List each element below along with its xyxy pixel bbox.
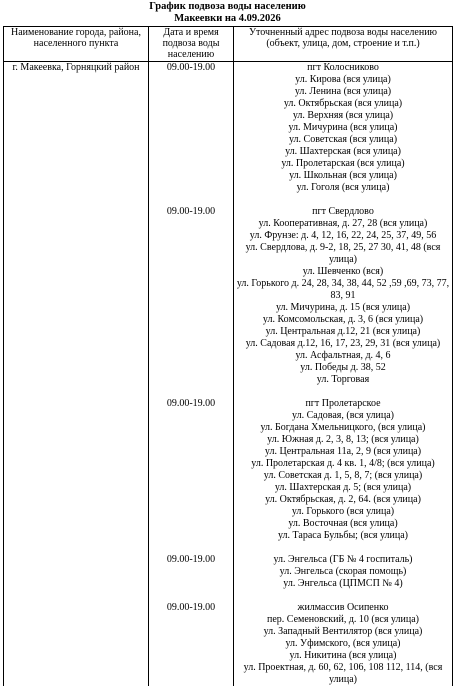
title-line-2: Макеевки на 4.09.2026	[174, 13, 281, 24]
address-line: ул. Свердлова, д. 9-2, 18, 25, 27 30, 41, 48 (вся улица)	[245, 242, 441, 265]
time-block	[151, 602, 231, 686]
locality-name: г. Макеевка, Горняцкий район	[12, 62, 140, 73]
delivery-time: 09.00-19.00	[166, 554, 216, 565]
address-line: ул. Центральная 11а, 2, 9 (вся улица)	[264, 446, 422, 457]
address-line: пгт Колосниково	[307, 62, 379, 73]
address-line: ул. Садовая, (вся улица)	[292, 410, 394, 421]
delivery-time: 09.00-19.00	[166, 62, 216, 73]
address-line: ул. Фрунзе: д. 4, 12, 16, 22, 24, 25, 37, 49, 56	[249, 230, 437, 241]
delivery-time: 09.00-19.00	[166, 602, 216, 613]
block-spacer	[236, 542, 450, 554]
address-line: ул. Октябрьская (вся улица)	[283, 98, 403, 109]
address-line: ул. Пролетарская д. 4 кв. 1, 4/8; (вся улица)	[251, 458, 435, 469]
header-datetime: Дата и время подвоза воды населению	[149, 27, 234, 62]
locality-cell	[4, 62, 149, 687]
address-line: ул. Советская (вся улица)	[288, 134, 398, 145]
address-column-cell	[234, 62, 453, 687]
title-line-1: График подвоза воды населению	[149, 1, 306, 12]
address-line: ул. Садовая д.12, 16, 17, 23, 29, 31 (вся улица)	[245, 338, 441, 349]
address-line: ул. Ленина (вся улица)	[294, 86, 392, 97]
address-line: ул. Кирова (вся улица)	[295, 74, 391, 85]
header-locality: Наименование города, района, населенного пункта	[4, 27, 149, 62]
address-line: ул. Торговая	[316, 374, 370, 385]
address-line: ул. Советская д. 1, 5, 8, 7; (вся улица)	[263, 470, 423, 481]
address-line: ул. Никитина (вся улица)	[289, 650, 397, 661]
address-block	[236, 554, 450, 590]
address-line: ул. Восточная (вся улица)	[288, 518, 398, 529]
address-line: ул. Победы д. 38, 52	[300, 362, 386, 373]
address-line: ул. Западный Вентилятор (вся улица)	[263, 626, 423, 637]
address-line: ул. Мичурина (вся улица)	[288, 122, 398, 133]
address-line: ул. Энгельса (ГБ № 4 госпиталь)	[273, 554, 413, 565]
address-line: ул. Богдана Хмельницкого, (вся улица)	[260, 422, 426, 433]
address-line: ул. Октябрьская, д. 2, 64. (вся улица)	[265, 494, 421, 505]
block-spacer	[236, 590, 450, 602]
address-block	[236, 62, 450, 194]
block-spacer	[236, 386, 450, 398]
time-block	[151, 554, 231, 602]
block-spacer	[236, 194, 450, 206]
time-column-cell	[149, 62, 234, 687]
address-line: ул. Горького (вся улица)	[291, 506, 395, 517]
address-line: жилмассив Осипенко	[297, 602, 389, 613]
header-address: Уточненный адрес подвоза воды населению (объект, улица, дом, строение и т.п.)	[234, 27, 453, 62]
address-line: ул. Верхняя (вся улица)	[292, 110, 394, 121]
time-block	[151, 398, 231, 554]
delivery-time: 09.00-19.00	[166, 206, 216, 217]
address-line: ул. Южная д. 2, 3, 8, 13; (вся улица)	[267, 434, 419, 445]
address-block	[236, 602, 450, 686]
address-line: ул. Уфимского, (вся улица)	[285, 638, 401, 649]
time-block	[151, 62, 231, 206]
address-line: ул. Горького д. 24, 28, 34, 38, 44, 52 ,59 ,69, 73, 77, 83, 91	[236, 278, 450, 301]
address-line: ул. Пролетарская (вся улица)	[281, 158, 405, 169]
address-line: пгт Свердлово	[312, 206, 374, 217]
address-line: ул. Комсомольская, д. 3, 6 (вся улица)	[262, 314, 424, 325]
address-line: пер. Семеновский, д. 10 (вся улица)	[267, 614, 419, 625]
address-line: ул. Гоголя (вся улица)	[296, 182, 390, 193]
table-row	[4, 62, 453, 687]
address-line: ул. Школьная (вся улица)	[289, 170, 397, 181]
address-line: ул. Шевченко (вся)	[302, 266, 384, 277]
address-line: ул. Асфальтная, д. 4, 6	[295, 350, 391, 361]
address-line: ул. Проектная, д. 60, 62, 106, 108 112, 114, (вся улица)	[243, 662, 443, 685]
address-line: ул. Центральная д.12, 21 (вся улица)	[265, 326, 421, 337]
schedule-table	[3, 26, 453, 686]
address-line: пгт Пролетарское	[305, 398, 381, 409]
address-block	[236, 206, 450, 386]
table-header-row	[4, 27, 453, 62]
address-line: ул. Шахтерская д. 5; (вся улица)	[274, 482, 412, 493]
address-block	[236, 398, 450, 542]
address-line: ул. Тараса Бульбы; (вся улица)	[277, 530, 409, 541]
address-line: ул. Шахтерская (вся улица)	[285, 146, 401, 157]
delivery-time: 09.00-19.00	[166, 398, 216, 409]
address-line: ул. Энгельса (ЦПМСП № 4)	[283, 578, 403, 589]
document-title	[0, 0, 455, 25]
time-block	[151, 206, 231, 398]
address-line: ул. Мичурина, д. 15 (вся улица)	[275, 302, 411, 313]
address-line: ул. Энгельса (скорая помощь)	[279, 566, 407, 577]
address-line: ул. Кооперативная, д. 27, 28 (вся улица)	[258, 218, 428, 229]
